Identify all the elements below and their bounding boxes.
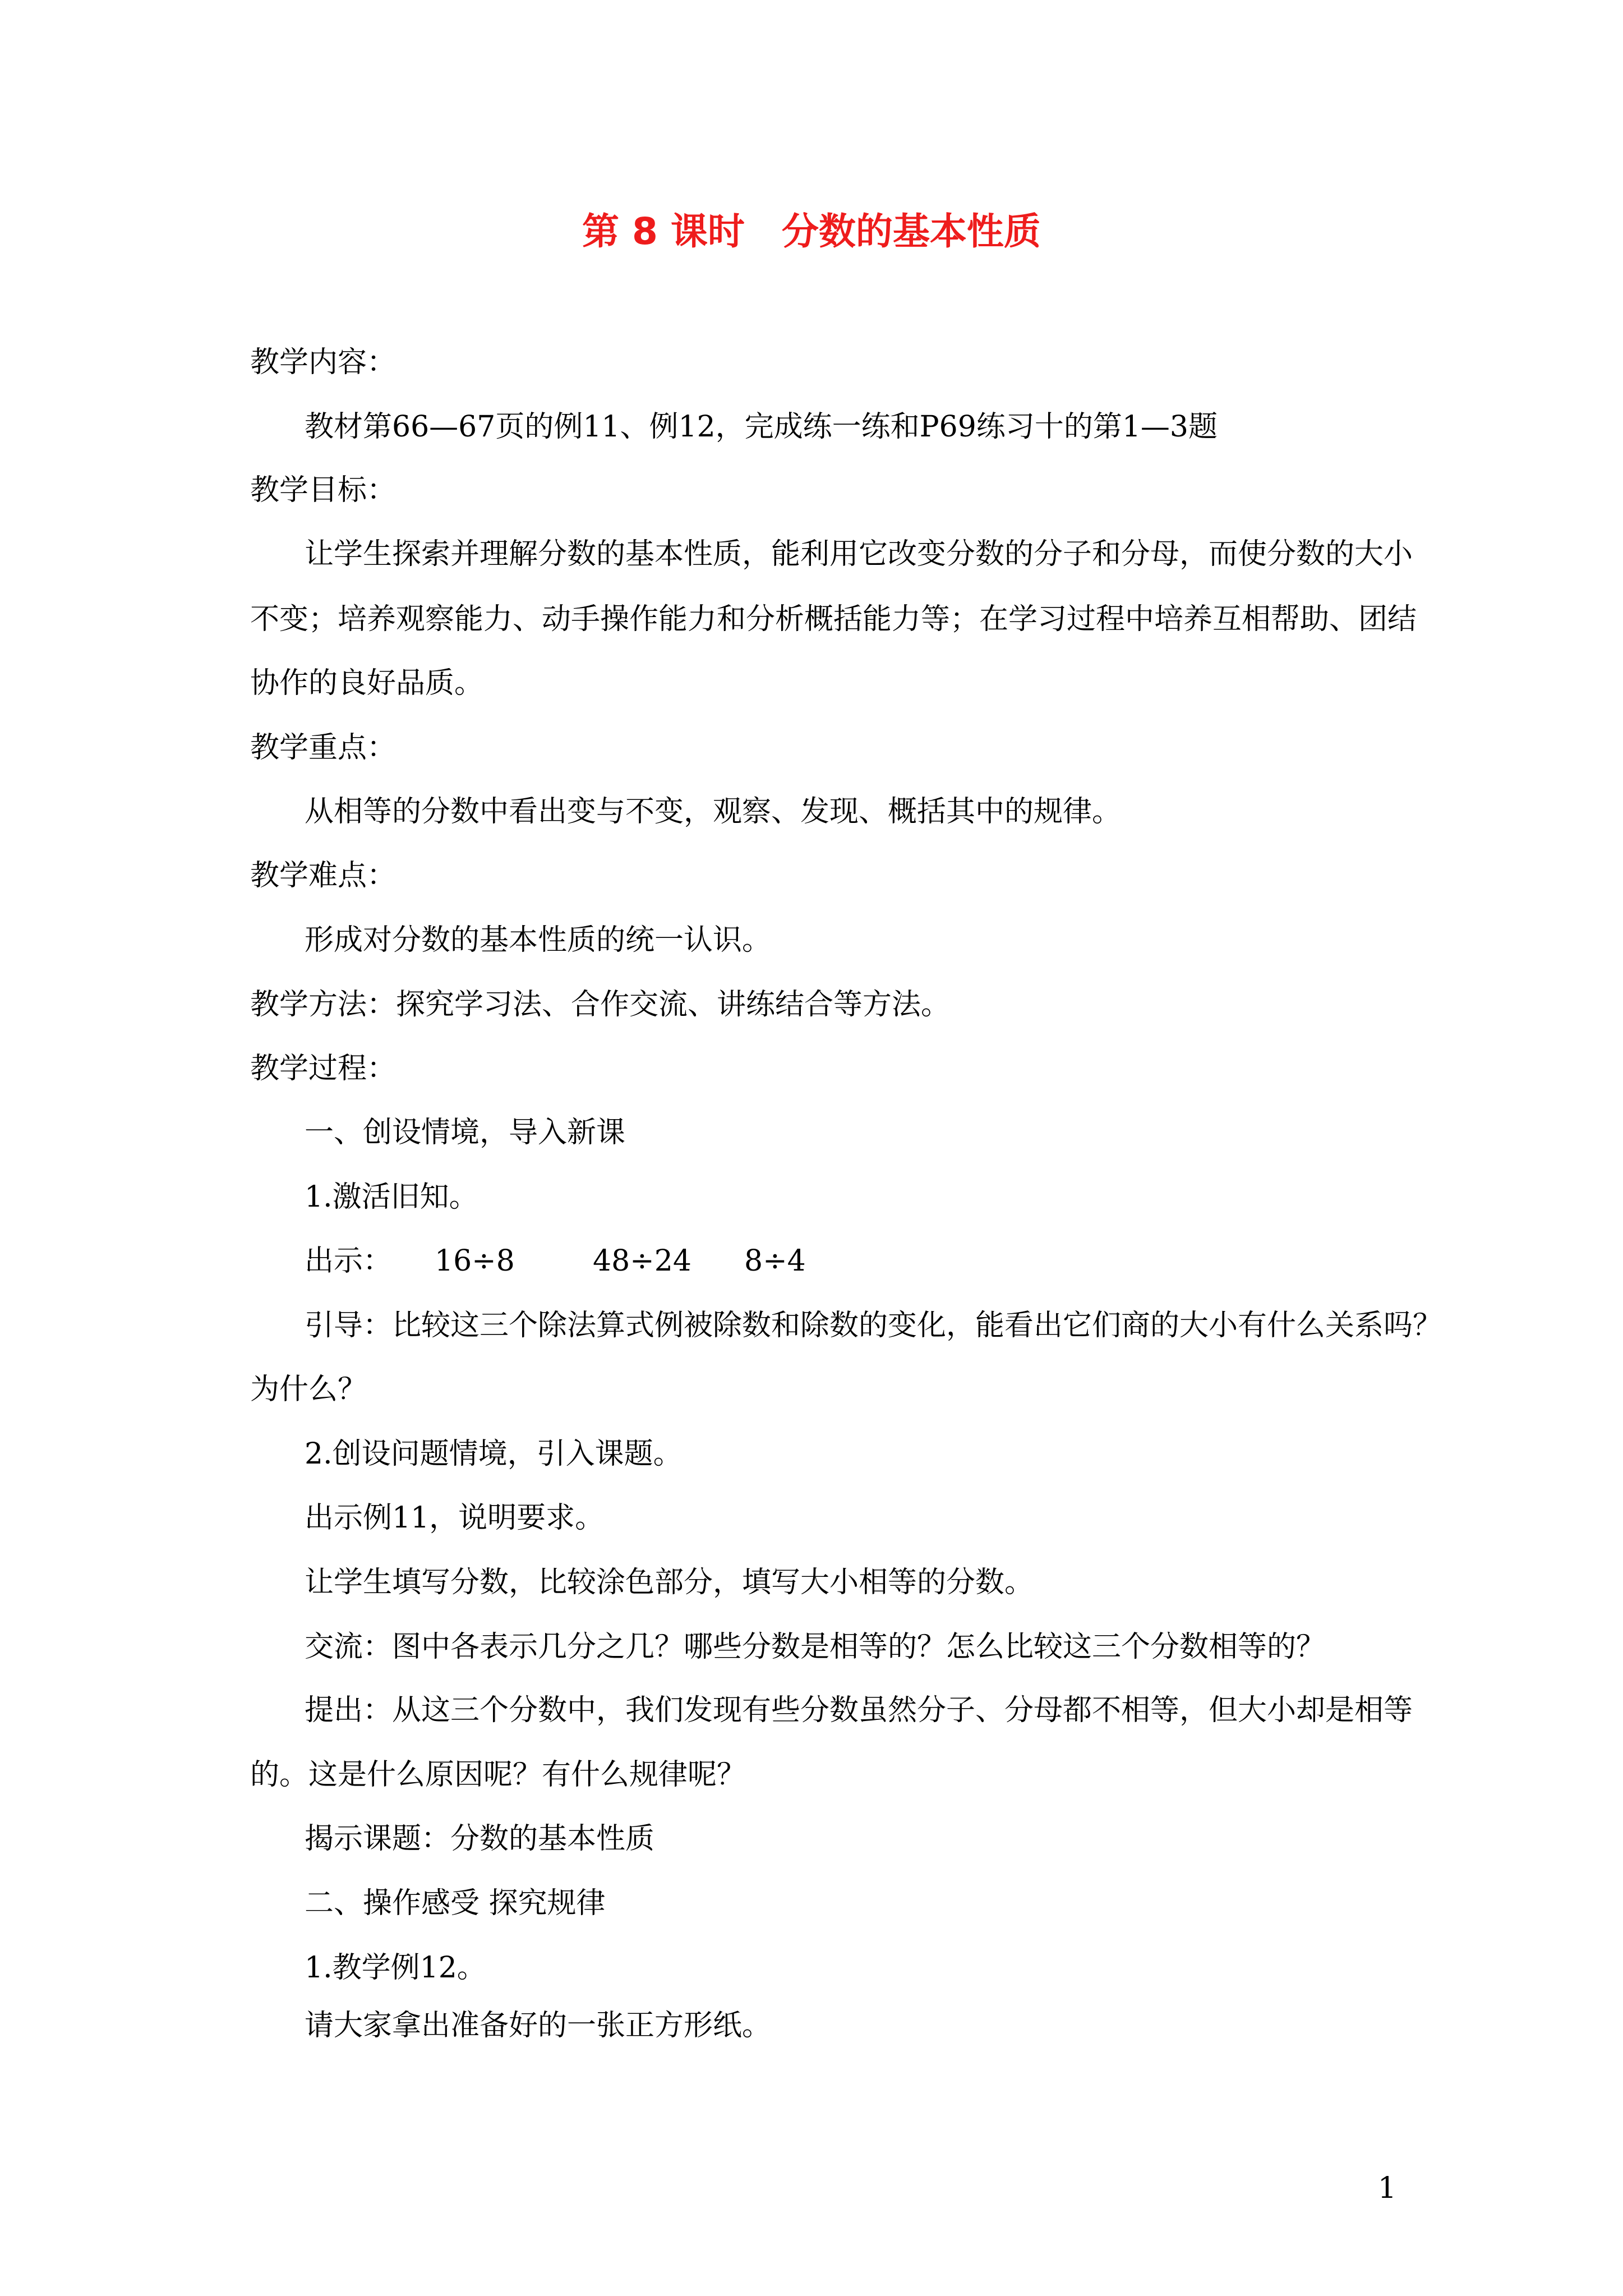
key-point-text: 从相等的分数中看出变与不变，观察、发现、概括其中的规律。 [305, 795, 1122, 829]
difficulty-text: 形成对分数的基本性质的统一认识。 [305, 923, 772, 957]
expression: 16÷8 [435, 1244, 515, 1278]
show-expressions [305, 1241, 1449, 1281]
lesson-title: 第 8 课时 分数的基本性质 [582, 210, 1041, 253]
expression: 8÷4 [744, 1244, 806, 1278]
propose-line-1: 提出：从这三个分数中，我们发现有些分数虽然分子、分母都不相等，但大小却是相等 [305, 1694, 1413, 1727]
propose-line-2: 的。这是什么原因呢？有什么规律呢？ [250, 1758, 746, 1792]
step-1-activate: 1.激活旧知。 [305, 1180, 478, 1214]
step-2-scenario: 2.创设问题情境，引入课题。 [305, 1437, 683, 1471]
exchange-text: 交流：图中各表示几分之几？哪些分数是相等的？怎么比较这三个分数相等的？ [305, 1630, 1326, 1664]
fill-fraction: 让学生填写分数，比较涂色部分，填写大小相等的分数。 [305, 1566, 1034, 1599]
teaching-goals-heading: 教学目标： [250, 473, 396, 507]
page-number: 1 [1377, 2171, 1396, 2205]
reveal-topic: 揭示课题：分数的基本性质 [305, 1822, 655, 1856]
part-2-heading: 二、操作感受 探究规律 [305, 1887, 606, 1920]
difficulty-heading: 教学难点： [250, 859, 396, 892]
take-square-paper: 请大家拿出准备好的一张正方形纸。 [305, 2009, 772, 2042]
show-label: 出示： [305, 1244, 393, 1278]
guide-line-2: 为什么？ [250, 1373, 367, 1406]
teaching-goals-line-3: 协作的良好品质。 [250, 666, 484, 700]
guide-line-1: 引导：比较这三个除法算式例被除数和除数的变化，能看出它们商的大小有什么关系吗？ [305, 1309, 1442, 1342]
expression: 48÷24 [593, 1244, 691, 1278]
show-example-11: 出示例11，说明要求。 [305, 1501, 605, 1535]
key-point-heading: 教学重点： [250, 731, 396, 765]
teaching-goals-line-2: 不变；培养观察能力、动手操作能力和分析概括能力等；在学习过程中培养互相帮助、团结 [250, 602, 1417, 636]
teaching-goals-line-1: 让学生探索并理解分数的基本性质，能利用它改变分数的分子和分母，而使分数的大小 [305, 537, 1413, 571]
teaching-method: 教学方法：探究学习法、合作交流、讲练结合等方法。 [250, 988, 951, 1022]
teaching-content-text: 教材第66—67页的例11、例12，完成练一练和P69练习十的第1—3题 [305, 410, 1218, 444]
teaching-process-heading: 教学过程： [250, 1052, 396, 1085]
teaching-content-heading: 教学内容： [250, 346, 396, 379]
part-1-heading: 一、创设情境，导入新课 [305, 1116, 626, 1149]
teach-example-12: 1.教学例12。 [305, 1951, 486, 1985]
